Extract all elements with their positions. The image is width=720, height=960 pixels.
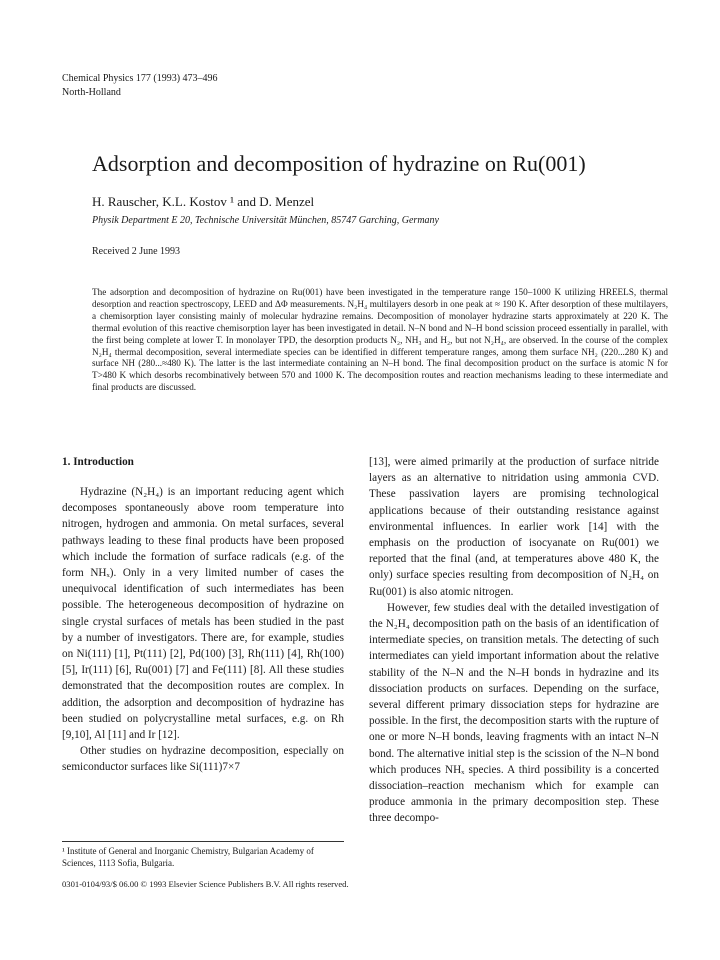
body-paragraph: [13], were aimed primarily at the production of surface nitride layers as an alternative to nitridation using ammonia CVD. These passivation layers are promising technological applications because of their outstanding resistance against environmental influences. In earlier work [14] with the emphasis on the production of isocyanate on Ru(001) we reported that the final (and, at temperatures above 480 K, the only) surface species resulting from decomposition of N₂H₄ on Ru(001) is also atomic nitrogen. — [369, 456, 659, 598]
author-list: H. Rauscher, K.L. Kostov ¹ and D. Menzel — [92, 194, 315, 209]
right-column — [369, 454, 659, 827]
abstract: The adsorption and decomposition of hydrazine on Ru(001) have been investigated in the temperature range 150–1000 K utilizing HREELS, thermal desorption and reaction spectroscopy, LEED and ΔΦ measurements. N₂H₄ multilayers desorb in one peak at ≈ 190 K. After desorption of these multilayers, a chemisorption layer consisting mainly of molecular hydrazine remains. Decomposition of monolayer hydrazine starts approximately at 220 K. The thermal evolution of this reactive chemisorption layer has been investigated in detail. N–N bond and N–H bond scission proceed essentially in parallel, with the first being complete at lower T. In monolayer TPD, the desorption products N₂, NH₃ and H₂, but not N₂H₄, are observed. In the course of the complex N₂H₄ thermal decomposition, several intermediate species can be identified in different temperature ranges, among them surface NH₂ (220...280 K) and surface NH (280...≈480 K). The latter is the last intermediate containing an N–H bond. The final decomposition product on the surface is atomic N for T>480 K which desorbs recombinatively between 570 and 1000 K. The decomposition routes and reaction mechanisms leading to these intermediate and final products are discussed. — [92, 287, 668, 393]
journal-citation: Chemical Physics 177 (1993) 473–496 — [62, 73, 218, 84]
article-title: Adsorption and decomposition of hydrazine on Ru(001) — [92, 151, 586, 176]
journal-header — [62, 72, 218, 100]
left-column — [62, 454, 344, 776]
footnote-divider — [62, 841, 344, 842]
section-heading: 1. Introduction — [62, 456, 134, 468]
journal-publisher: North-Holland — [62, 87, 121, 98]
body-paragraph: However, few studies deal with the detailed investigation of the N₂H₄ decomposition path on the basis of an identification of intermediate species, on transition metals. The detecting of such intermediates can yield important information about the relative stability of the N–N and the N–H bonds in hydrazine and its dissociation products on surfaces. Depending on the surface, several different primary dissociation steps for hydrazine are possible. In the first, the decomposition starts with the rupture of one or more N–H bonds, leaving fragments with an intact N–N bond. The alternative initial step is the scission of the N–N bond which produces NHₓ species. A third possibility is a concerted dissociation–reaction mechanism which for example can produce ammonia in the primary decomposition step. These three decompo- — [369, 601, 659, 825]
body-paragraph: Hydrazine (N₂H₄) is an important reducing agent which decomposes spontaneously above room temperature into nitrogen, hydrogen and ammonia. On metal surfaces, several pathways leading to these final products have been proposed which include the formation of surface radicals (e.g. of the form NHₓ). Only in a very limited number of cases the unequivocal identification of such intermediates has been possible. The heterogeneous decomposition of hydrazine on single crystal surfaces of metals has been studied in the past by a number of investigators. There are, for example, studies on Ni(111) [1], Pt(111) [2], Pd(100) [3], Rh(111) [4], Rh(100) [5], Ir(111) [6], Ru(001) [7] and Fe(111) [8]. All these studies demonstrated that the decomposition routes are complex. In addition, the adsorption and decomposition of hydrazine has been studied on polycrystalline metal surfaces, e.g. on Rh [9,10], Al [11] and Ir [12]. — [62, 486, 344, 742]
copyright-line: 0301-0104/93/$ 06.00 © 1993 Elsevier Science Publishers B.V. All rights reserved. — [62, 879, 349, 889]
body-paragraph: Other studies on hydrazine decomposition, especially on semiconductor surfaces like Si(111)7×7 — [62, 745, 344, 774]
received-date: Received 2 June 1993 — [92, 246, 181, 257]
author-affiliation: Physik Department E 20, Technische Universität München, 85747 Garching, Germany — [92, 215, 439, 226]
footnote: ¹ Institute of General and Inorganic Chemistry, Bulgarian Academy of Sciences, 1113 Sofia, Bulgaria. — [62, 846, 314, 868]
